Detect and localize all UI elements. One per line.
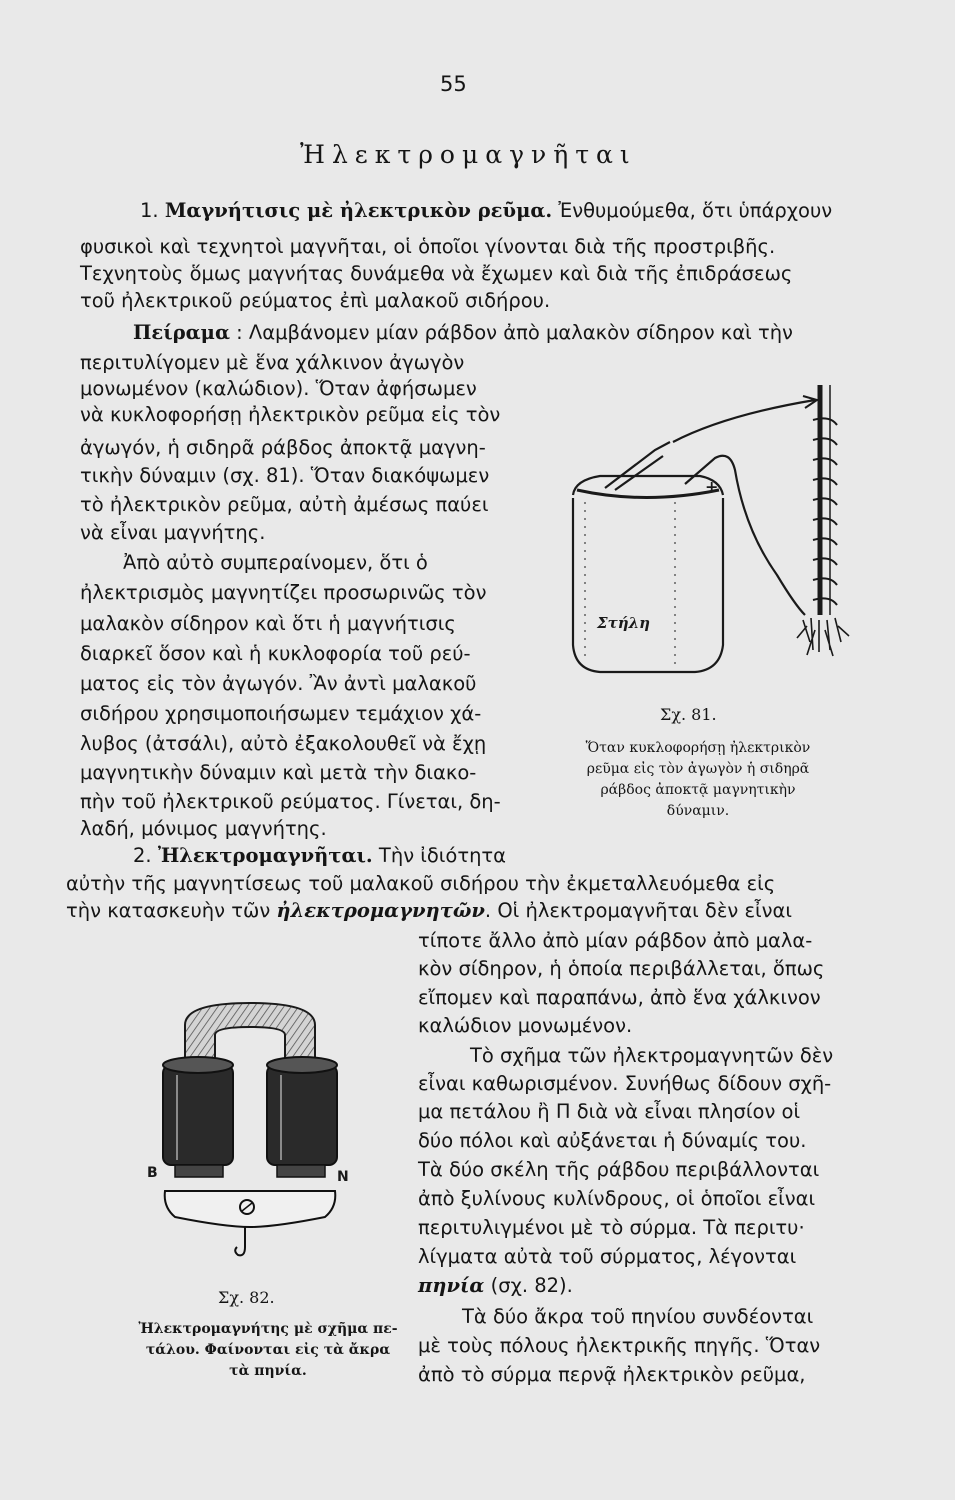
figure81-caption-line: ρεῦμα εἰς τὸν ἀγωγὸν ἡ σιδηρᾶ xyxy=(586,761,810,777)
coil-windings xyxy=(813,418,837,605)
section2-line2: αὐτὴν τῆς μαγνητίσεως τοῦ μαλακοῦ σιδήρου τὴν ἐκμεταλλευόμεθα εἰς xyxy=(66,872,776,895)
s1-col-line: Ἀπὸ αὐτὸ συμπεραίνομεν, ὅτι ὁ xyxy=(123,551,428,574)
s1-col-line: μαγνητικὴν δύναμιν καὶ μετὰ τὴν διακο- xyxy=(80,761,477,784)
plus-sign: + xyxy=(705,477,719,496)
section2-line3-start: τὴν κατασκευὴν τῶν xyxy=(66,899,277,922)
s1-col-line: ματος εἰς τὸν ἀγωγόν. Ἂν ἀντὶ μαλακοῦ xyxy=(80,672,477,695)
figure81-caption-line: δύναμιν. xyxy=(666,803,730,819)
s2-col-line: ἀπὸ ξυλίνους κυλίνδρους, οἱ ὁποῖοι εἶναι xyxy=(418,1187,816,1210)
page-number: 55 xyxy=(440,72,467,96)
coil-left xyxy=(163,1057,233,1165)
s2-col-line: μὲ τοὺς πόλους ἠλεκτρικῆς πηγῆς. Ὅταν xyxy=(418,1334,821,1357)
wire-top xyxy=(673,400,815,442)
pole-left xyxy=(175,1165,223,1177)
s2-col-line: τίποτε ἄλλο ἀπὸ μίαν ράβδον ἀπὸ μαλα- xyxy=(418,929,813,952)
experiment-text: : Λαμβάνομεν μίαν ράβδον ἀπὸ μαλακὸν σίδηρον καὶ τὴν xyxy=(229,321,793,344)
figure81-caption-line: Ὅταν κυκλοφορήσῃ ἠλεκτρικὸν xyxy=(585,740,811,756)
figure82-number: Σχ. 82. xyxy=(218,1288,275,1307)
s2-col-line: ἀπὸ τὸ σύρμα περνᾷ ἠλεκτρικὸν ρεῦμα, xyxy=(418,1363,806,1386)
figure82-caption xyxy=(118,1319,418,1382)
section2-line3-end: . Οἱ ἠλεκτρομαγνῆται δὲν εἶναι xyxy=(484,899,792,922)
section1-line1 xyxy=(140,198,832,224)
s1-col-line: πὴν τοῦ ἠλεκτρικοῦ ρεύματος. Γίνεται, δη- xyxy=(80,790,501,813)
figure81-caption xyxy=(548,738,848,822)
s2-col-line: δύο πόλοι καὶ αὐξάνεται ἡ δύναμίς του. xyxy=(418,1129,807,1152)
s2-col-line: Τὰ δύο ἄκρα τοῦ πηνίου συνδέονται xyxy=(462,1305,814,1328)
s2-col-line: καλώδιον μονωμένον. xyxy=(418,1014,633,1037)
figure81-caption-line: ράβδος ἀποκτᾷ μαγνητικὴν xyxy=(600,782,796,798)
s1-col-line: νὰ εἶναι μαγνήτης. xyxy=(80,521,266,544)
s1-col-line: ἀγωγόν, ἡ σιδηρᾶ ράβδος ἀποκτᾷ μαγνη- xyxy=(80,436,486,459)
section1-number: 1. xyxy=(140,199,159,222)
s2-col-line: εἴπομεν καὶ παραπάνω, ἀπὸ ἕνα χάλκινον xyxy=(418,986,821,1009)
figure81-number: Σχ. 81. xyxy=(660,705,717,724)
section1-line4: τοῦ ἠλεκτρικοῦ ρεύματος ἐπὶ μαλακοῦ σιδήρου. xyxy=(80,289,551,312)
s1-col-line: ἠλεκτρισμὸς μαγνητίζει προσωρινῶς τὸν xyxy=(80,581,487,604)
s1-col-line: μαλακὸν σίδηρον καὶ ὅτι ἡ μαγνήτισις xyxy=(80,612,456,635)
wire-left xyxy=(605,442,670,488)
s2-col-line: κὸν σίδηρον, ἡ ὁποία περιβάλλεται, ὅπως xyxy=(418,957,825,980)
battery-body xyxy=(573,498,723,672)
wire-bottom xyxy=(685,456,805,615)
term-coils-ref: (σχ. 82). xyxy=(484,1274,573,1297)
coil-right xyxy=(267,1057,337,1165)
figure82-caption-line: τὰ πηνία. xyxy=(229,1363,307,1379)
s2-col-line: λίγματα αὐτὰ τοῦ σύρματος, λέγονται xyxy=(418,1245,797,1268)
section2-number: 2. xyxy=(133,844,152,867)
section1-line3: Τεχνητοὺς ὅμως μαγνήτας δυνάμεθα νὰ ἔχωμεν καὶ διὰ τῆς ἐπιδράσεως xyxy=(80,262,793,285)
term-electromagnets: ἠλεκτρομαγνητῶν xyxy=(276,899,485,922)
s1-col-line: λαδή, μόνιμος μαγνήτης. xyxy=(80,817,327,840)
page-title: Ἠλεκτρομαγνῆται xyxy=(300,140,637,169)
s1-col-line: νὰ κυκλοφορήσῃ ἠλεκτρικὸν ρεῦμα εἰς τὸν xyxy=(80,403,501,426)
s2-col-line: εἶναι καθωρισμένον. Συνήθως δίδουν σχῆ- xyxy=(418,1072,832,1095)
figure82-caption-line: τάλου. Φαίνονται εἰς τὰ ἄκρα xyxy=(145,1342,391,1358)
section2-line1-text: Τὴν ἰδιότητα xyxy=(372,844,507,867)
label-b: B xyxy=(147,1165,158,1181)
section1-heading: Μαγνήτισις μὲ ἠλεκτρικὸν ρεῦμα. xyxy=(164,199,553,222)
section2-line1 xyxy=(133,843,506,869)
s1-col-line: τικὴν δύναμιν (σχ. 81). Ὅταν διακόψωμεν xyxy=(80,464,490,487)
s1-col-line: διαρκεῖ ὅσον καὶ ἡ κυκλοφορία τοῦ ρεύ- xyxy=(80,642,471,665)
s1-col-line: λυβος (ἀτσάλι), αὐτὸ ἐξακολουθεῖ νὰ ἔχῃ xyxy=(80,732,487,755)
section1-line1-text: Ἐνθυμούμεθα, ὅτι ὑπάρχουν xyxy=(552,199,833,222)
s1-col-line: τὸ ἠλεκτρικὸν ρεῦμα, αὐτὴ ἀμέσως παύει xyxy=(80,493,489,516)
iron-filings xyxy=(797,618,849,656)
section2-heading: Ἠλεκτρομαγνῆται. xyxy=(157,844,373,867)
s2-col-line: Τὸ σχῆμα τῶν ἠλεκτρομαγνητῶν δὲν xyxy=(470,1044,834,1067)
section2-line3 xyxy=(66,898,792,924)
s1-col-line: σιδήρου χρησιμοποιήσωμεν τεμάχιον χά- xyxy=(80,702,482,725)
s2-col-line: Τὰ δύο σκέλη τῆς ράβδου περιβάλλονται xyxy=(418,1158,820,1181)
s2-col-line: μα πετάλου ἢ Π διὰ νὰ εἶναι πλησίον οἱ xyxy=(418,1100,801,1123)
figure82-caption-line: Ἠλεκτρομαγνήτης μὲ σχῆμα πε- xyxy=(138,1321,398,1337)
label-n: N xyxy=(337,1169,349,1185)
experiment-label: Πείραμα xyxy=(133,321,230,344)
s1-col-line: περιτυλίγομεν μὲ ἕνα χάλκινον ἀγωγὸν xyxy=(80,351,465,374)
s1-col-line: μονωμένον (καλώδιον). Ὅταν ἀφήσωμεν xyxy=(80,377,477,400)
section1-line2: φυσικοὶ καὶ τεχνητοὶ μαγνῆται, οἱ ὁποῖοι γίνονται διὰ τῆς προστριβῆς. xyxy=(80,235,776,258)
pole-right xyxy=(277,1165,325,1177)
figure81-illustration xyxy=(555,380,855,710)
battery-label: Στήλη xyxy=(597,614,651,632)
hook xyxy=(235,1227,245,1255)
figure82-illustration xyxy=(145,995,375,1285)
s2-col-line xyxy=(418,1273,573,1299)
term-coils: πηνία xyxy=(418,1274,485,1297)
s2-col-line: περιτυλιγμένοι μὲ τὸ σύρμα. Τὰ περιτυ· xyxy=(418,1216,805,1239)
experiment-line xyxy=(133,320,793,346)
